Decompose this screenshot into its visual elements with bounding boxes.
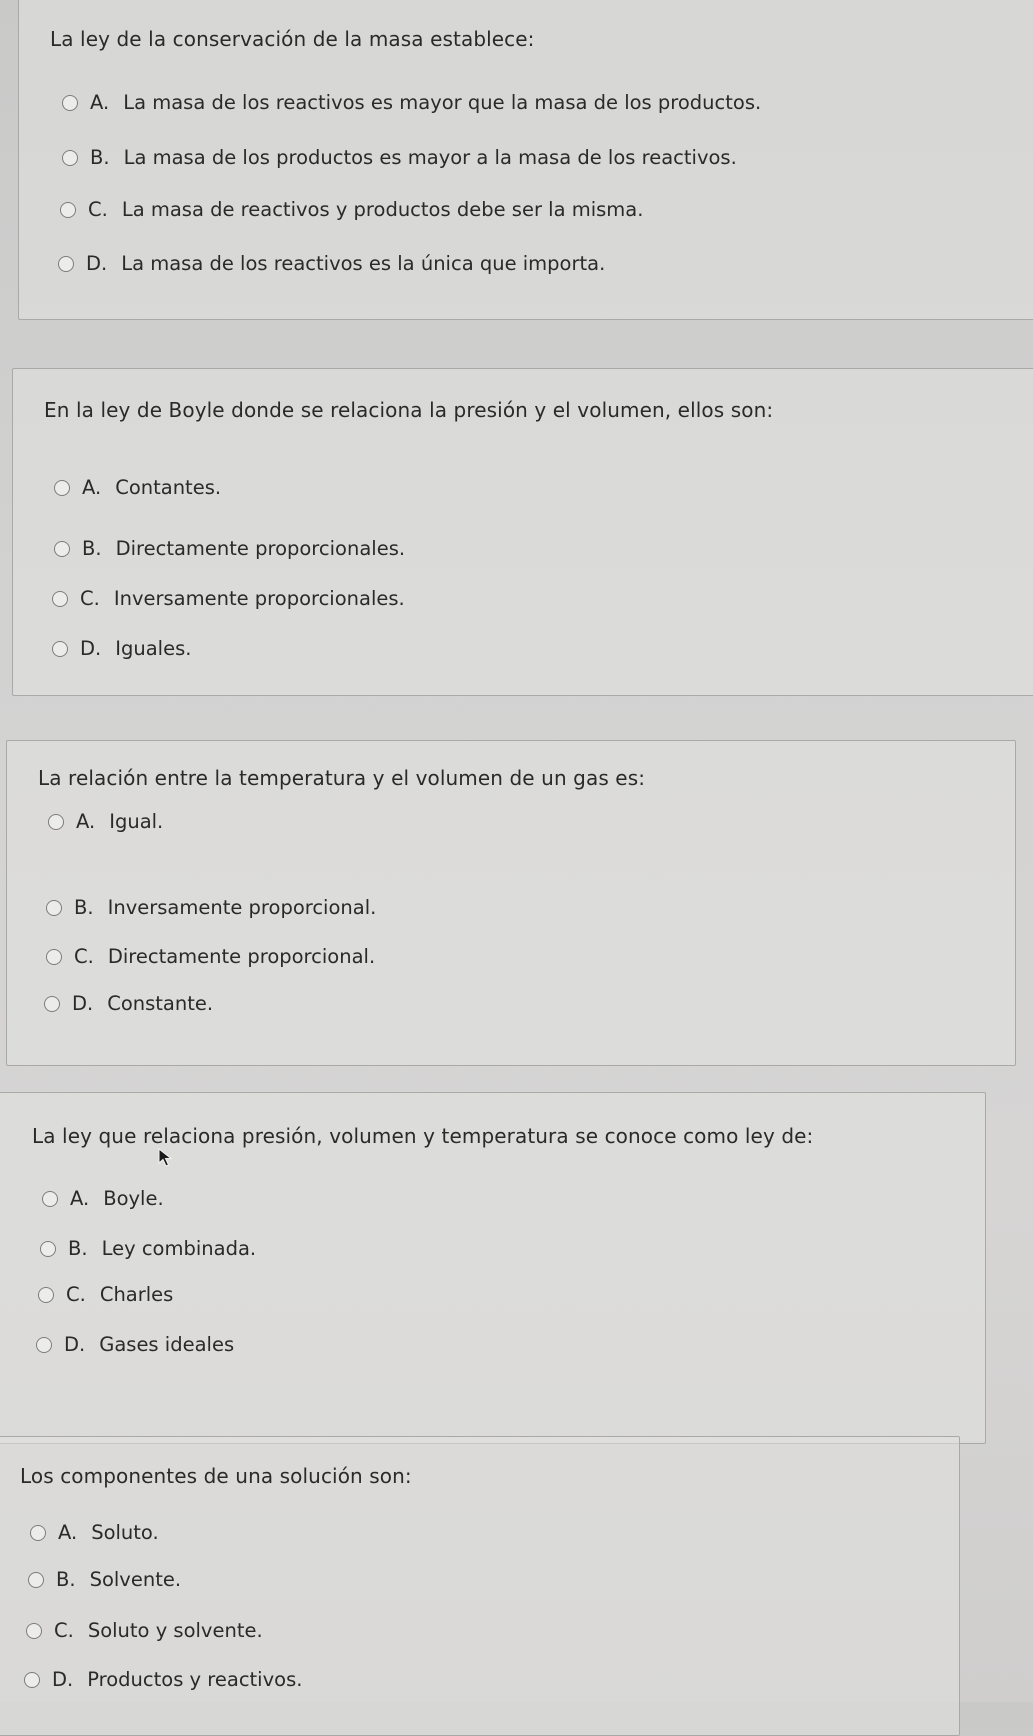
radio-unselected-icon[interactable] — [28, 1572, 44, 1588]
question-2-option-c[interactable] — [52, 587, 405, 610]
option-label: La masa de los reactivos es mayor que la masa de los productos. — [123, 91, 762, 114]
option-letter: A. — [70, 1187, 90, 1210]
radio-unselected-icon[interactable] — [48, 814, 64, 830]
question-1-text: La ley de la conservación de la masa establece: — [50, 27, 535, 51]
question-3-option-b[interactable] — [46, 896, 376, 919]
option-letter: B. — [74, 896, 94, 919]
option-label: Inversamente proporcional. — [107, 896, 377, 919]
question-2-text: En la ley de Boyle donde se relaciona la presión y el volumen, ellos son: — [44, 398, 774, 422]
option-label: Soluto. — [91, 1521, 159, 1544]
option-letter: B. — [82, 537, 102, 560]
option-label: Solvente. — [89, 1568, 182, 1591]
question-4-option-d[interactable] — [36, 1333, 234, 1356]
option-letter: C. — [54, 1619, 74, 1642]
radio-unselected-icon[interactable] — [42, 1191, 58, 1207]
option-label: Boyle. — [103, 1187, 164, 1210]
radio-unselected-icon[interactable] — [62, 95, 78, 111]
option-letter: A. — [58, 1521, 78, 1544]
question-4-option-a[interactable] — [42, 1187, 164, 1210]
option-label: Charles — [99, 1283, 174, 1306]
option-label: Igual. — [109, 810, 164, 833]
option-letter: A. — [90, 91, 110, 114]
question-3-option-d[interactable] — [44, 992, 213, 1015]
radio-unselected-icon[interactable] — [62, 150, 78, 166]
option-letter: D. — [64, 1333, 86, 1356]
question-1-option-b[interactable] — [62, 146, 737, 169]
question-5-option-b[interactable] — [28, 1568, 181, 1591]
option-letter: C. — [80, 587, 100, 610]
question-5-option-a[interactable] — [30, 1521, 159, 1544]
question-3-option-c[interactable] — [46, 945, 375, 968]
radio-unselected-icon[interactable] — [60, 202, 76, 218]
radio-unselected-icon[interactable] — [58, 256, 74, 272]
option-label: La masa de reactivos y productos debe ser la misma. — [121, 198, 644, 221]
option-letter: C. — [66, 1283, 86, 1306]
question-2-option-b[interactable] — [54, 537, 405, 560]
radio-unselected-icon[interactable] — [46, 949, 62, 965]
option-letter: D. — [80, 637, 102, 660]
radio-unselected-icon[interactable] — [36, 1337, 52, 1353]
option-label: Inversamente proporcionales. — [113, 587, 405, 610]
question-3-option-a[interactable] — [48, 810, 163, 833]
radio-unselected-icon[interactable] — [38, 1287, 54, 1303]
option-label: Productos y reactivos. — [87, 1668, 303, 1691]
option-letter: D. — [72, 992, 94, 1015]
question-1-option-c[interactable] — [60, 198, 643, 221]
option-letter: B. — [56, 1568, 76, 1591]
option-letter: D. — [86, 252, 108, 275]
question-1-option-d[interactable] — [58, 252, 605, 275]
radio-unselected-icon[interactable] — [54, 480, 70, 496]
option-label: Soluto y solvente. — [87, 1619, 263, 1642]
option-letter: C. — [88, 198, 108, 221]
question-1-option-a[interactable] — [62, 91, 761, 114]
option-letter: C. — [74, 945, 94, 968]
radio-unselected-icon[interactable] — [44, 996, 60, 1012]
radio-unselected-icon[interactable] — [40, 1241, 56, 1257]
question-5-text: Los componentes de una solución son: — [20, 1464, 412, 1488]
option-letter: D. — [52, 1668, 74, 1691]
option-label: Directamente proporcional. — [107, 945, 376, 968]
question-5-option-d[interactable] — [24, 1668, 302, 1691]
option-label: Constante. — [107, 992, 214, 1015]
question-5-option-c[interactable] — [26, 1619, 263, 1642]
option-label: Contantes. — [115, 476, 222, 499]
question-4-option-b[interactable] — [40, 1237, 256, 1260]
option-label: Iguales. — [115, 637, 192, 660]
radio-unselected-icon[interactable] — [26, 1623, 42, 1639]
radio-unselected-icon[interactable] — [30, 1525, 46, 1541]
question-4-text: La ley que relaciona presión, volumen y temperatura se conoce como ley de: — [32, 1124, 814, 1148]
option-label: Directamente proporcionales. — [115, 537, 406, 560]
option-letter: B. — [90, 146, 110, 169]
question-2-option-d[interactable] — [52, 637, 191, 660]
question-4-option-c[interactable] — [38, 1283, 173, 1306]
radio-unselected-icon[interactable] — [52, 641, 68, 657]
option-label: La masa de los productos es mayor a la masa de los reactivos. — [123, 146, 737, 169]
radio-unselected-icon[interactable] — [54, 541, 70, 557]
mouse-pointer-icon — [158, 1148, 174, 1168]
option-letter: A. — [76, 810, 96, 833]
option-label: Ley combinada. — [101, 1237, 257, 1260]
option-label: Gases ideales — [99, 1333, 235, 1356]
option-letter: B. — [68, 1237, 88, 1260]
question-3-text: La relación entre la temperatura y el volumen de un gas es: — [38, 766, 646, 790]
radio-unselected-icon[interactable] — [52, 591, 68, 607]
option-letter: A. — [82, 476, 102, 499]
question-2-option-a[interactable] — [54, 476, 221, 499]
radio-unselected-icon[interactable] — [46, 900, 62, 916]
option-label: La masa de los reactivos es la única que importa. — [121, 252, 606, 275]
radio-unselected-icon[interactable] — [24, 1672, 40, 1688]
